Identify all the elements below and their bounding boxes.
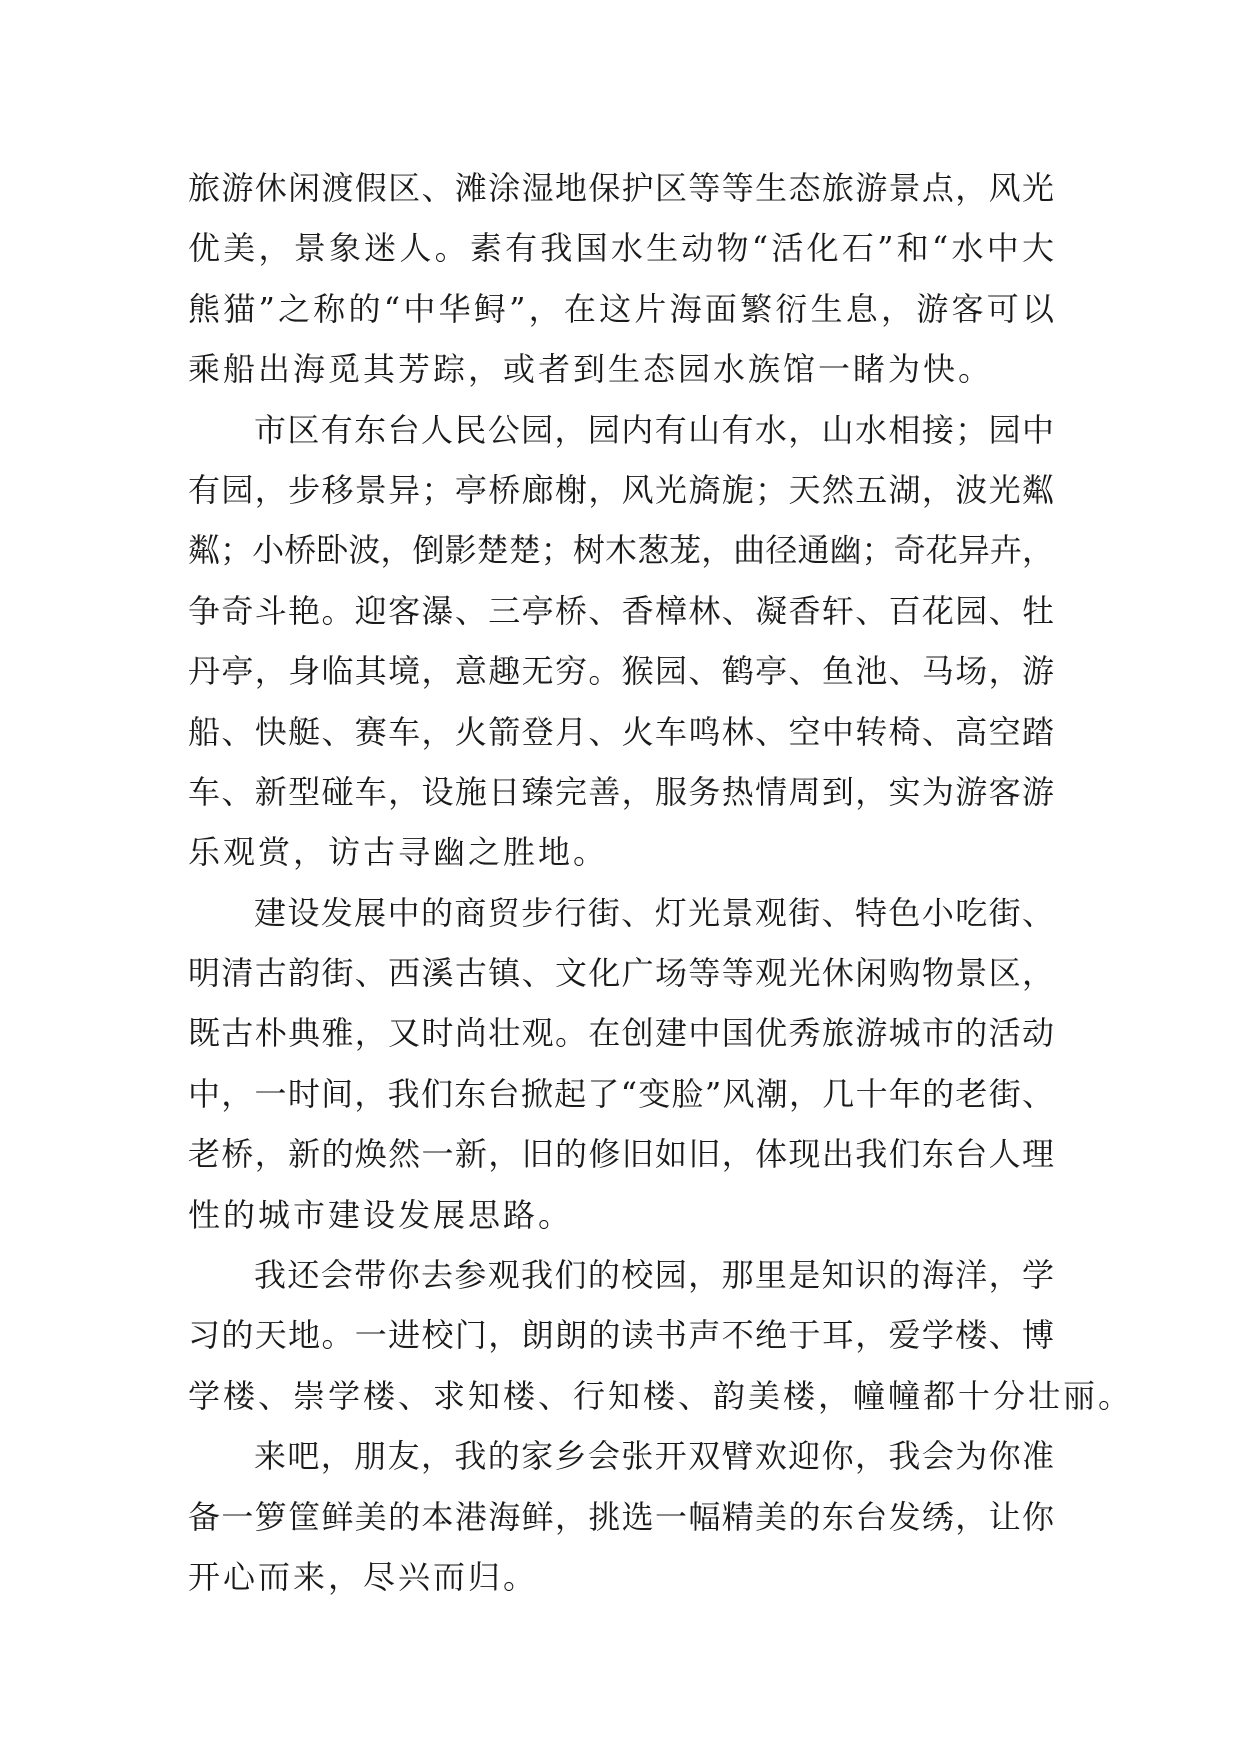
text-line: 建设发展中的商贸步行街、灯光景观街、特色小吃街、 bbox=[254, 893, 1054, 932]
text-line: 老桥，新的焕然一新，旧的修旧如旧，体现出我们东台人理 bbox=[188, 1135, 1054, 1174]
text-line: 熊猫”之称的“中华鲟”，在这片海面繁衍生息，游客可以 bbox=[188, 289, 1054, 328]
paragraph bbox=[188, 400, 1054, 883]
text-line: 中，一时间，我们东台掀起了“变脸”风潮，几十年的老街、 bbox=[188, 1074, 1054, 1113]
text-line: 旅游休闲渡假区、滩涂湿地保护区等等生态旅游景点，风光 bbox=[188, 169, 1054, 207]
text-line: 我还会带你去参观我们的校园，那里是知识的海洋，学 bbox=[254, 1256, 1054, 1295]
body-text bbox=[188, 158, 1134, 1607]
paragraph bbox=[188, 1426, 1054, 1607]
text-line: 争奇斗艳。迎客瀑、三亭桥、香樟林、凝香轩、百花园、牡 bbox=[188, 591, 1054, 630]
text-line: 习的天地。一进校门，朗朗的读书声不绝于耳，爱学楼、博 bbox=[188, 1316, 1054, 1355]
text-line: 粼；小桥卧波，倒影楚楚；树木葱茏，曲径通幽；奇花异卉， bbox=[188, 531, 1054, 570]
text-line: 优美，景象迷人。素有我国水生动物“活化石”和“水中大 bbox=[188, 229, 1054, 268]
text-line: 市区有东台人民公园，园内有山有水，山水相接；园中 bbox=[254, 410, 1054, 449]
text-line: 学楼、崇学楼、求知楼、行知楼、韵美楼，幢幢都十分壮丽。 bbox=[188, 1376, 1134, 1415]
text-line: 船、快艇、赛车，火箭登月、火车鸣林、空中转椅、高空踏 bbox=[188, 712, 1054, 751]
paragraph bbox=[188, 158, 1054, 400]
text-line: 既古朴典雅，又时尚壮观。在创建中国优秀旅游城市的活动 bbox=[188, 1014, 1054, 1053]
text-line: 性的城市建设发展思路。 bbox=[188, 1195, 574, 1234]
text-line: 乘船出海觅其芳踪，或者到生态园水族馆一睹为快。 bbox=[188, 350, 994, 389]
text-line: 丹亭，身临其境，意趣无穷。猴园、鹤亭、鱼池、马场，游 bbox=[188, 652, 1054, 691]
paragraph bbox=[188, 883, 1054, 1245]
text-line: 乐观赏，访古寻幽之胜地。 bbox=[188, 833, 609, 872]
text-line: 车、新型碰车，设施日臻完善，服务热情周到，实为游客游 bbox=[188, 772, 1054, 811]
text-line: 备一箩筐鲜美的本港海鲜，挑选一幅精美的东台发绣，让你 bbox=[188, 1497, 1054, 1536]
text-line: 来吧，朋友，我的家乡会张开双臂欢迎你，我会为你准 bbox=[254, 1437, 1054, 1476]
text-line: 开心而来，尽兴而归。 bbox=[188, 1557, 539, 1596]
paragraph bbox=[188, 1245, 1134, 1426]
text-line: 明清古韵街、西溪古镇、文化广场等等观光休闲购物景区， bbox=[188, 954, 1054, 993]
text-line: 有园，步移景异；亭桥廊榭，风光旖旎；天然五湖，波光粼 bbox=[188, 470, 1054, 509]
